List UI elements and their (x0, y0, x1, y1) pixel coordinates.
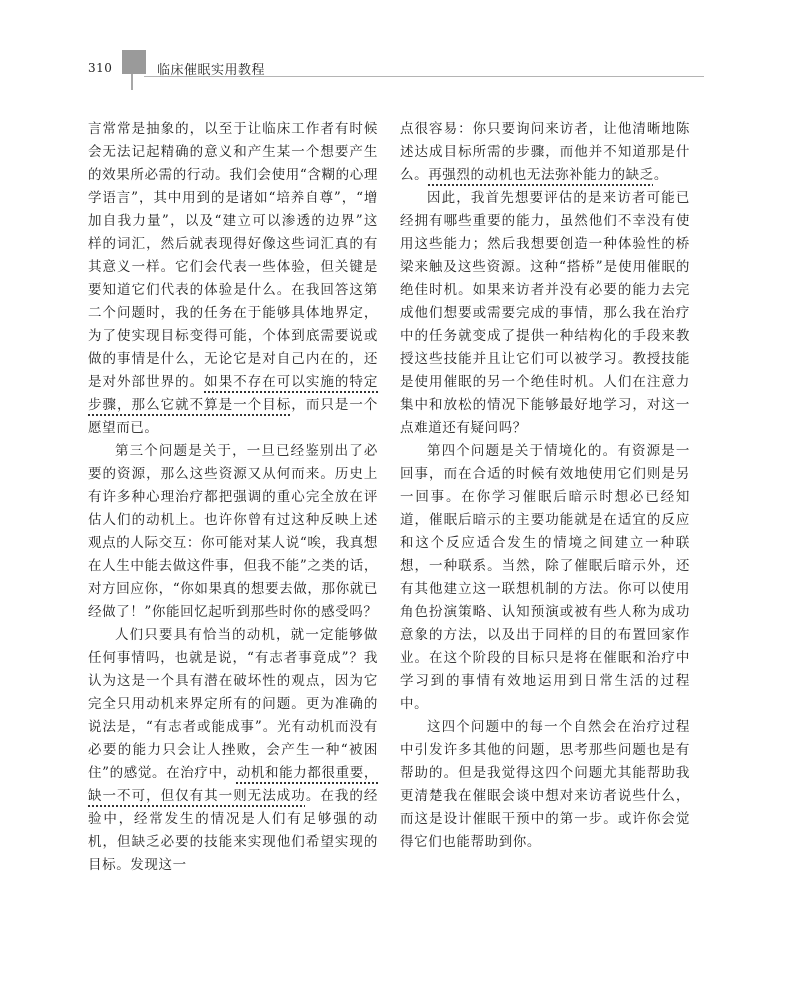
paragraph: 第三个问题是关于，一旦已经鉴别出了必要的资源，那么这些资源又从何而来。历史上有许多种心理治疗都把强调的重心完全放在评估人们的动机上。也许你曾有过这种反映上述观点的人际交互：你可能对某人说“唉，我真想在人生中能去做这件事，但我不能”之类的话，对方回应你，“你如果真的想要去做，那你就已经做了！”你能回忆起听到那些时你的感受吗？ (88, 443, 378, 620)
running-title: 临床催眠实用教程 (157, 63, 266, 78)
emphasized-text: 如果不存在可以实施的特定步骤，那么它就不算是一个目标 (88, 374, 378, 413)
emphasized-text: 动机和能力都很重要，缺一不可，但仅有其一则无法成功 (88, 765, 378, 804)
paragraph (88, 624, 378, 877)
header-decorative-square (122, 50, 146, 74)
paragraph-text: 。在我的经验中，经常发生的情况是人们有足够强的动机，但缺乏必要的技能来实现他们希望实现的目标。发现这一 (88, 788, 379, 873)
paragraph-text: 言常常是抽象的，以至于让临床工作者有时候会无法记起精确的意义和产生某一个想要产生的效果所必需的行动。我们会使用“含糊的心理学语言”，其中用到的是诸如“培养自尊”，“增加自我力量”，以及“建立可以渗透的边界”这样的词汇，然后就表现得好像这些词汇真的有其意义一样。它们会代表一些体验，但关键是要知道它们代表的体验是什么。在我回答这第二个问题时，我的任务在于能够具体地界定，为了使实现目标变得可能，个体到底需要说或做的事情是什么，无论它是对自己内在的，还是对外部世界的。 (88, 121, 378, 390)
paragraph (88, 118, 378, 440)
paragraph: 这四个问题中的每一个自然会在治疗过程中引发许多其他的问题，思考那些问题也是有帮助的。但是我觉得这四个问题尤其能帮助我更清楚我在催眠会谈中想对来访者说些什么，而这是设计催眠干预中的第一步。或许你会觉得它们也能帮助到你。 (400, 719, 690, 850)
right-text-column (400, 118, 690, 854)
left-text-column (88, 118, 378, 877)
page-header (0, 0, 790, 110)
paragraph (400, 118, 690, 187)
emphasized-text: 再强烈的动机也无法弥补能力的缺乏 (428, 167, 654, 183)
paragraph-text: ，而只是一个愿望而已。 (88, 397, 378, 436)
paragraph: 因此，我首先想要评估的是来访者可能已经拥有哪些重要的能力，虽然他们不幸没有使用这些能力；然后我想要创造一种体验性的桥梁来触及这些资源。这种“搭桥”是使用催眠的绝佳时机。如果来访者并没有必要的能力去完成他们想要或需要完成的事情，那么我在治疗中的任务就变成了提供一种结构化的手段来教授这些技能并且让它们可以被学习。教授技能是使用催眠的另一个绝佳时机。人们在注意力集中和放松的情况下能够最好地学习，对这一点难道还有疑问吗？ (400, 190, 690, 436)
page-number: 310 (88, 61, 113, 75)
paragraph: 第四个问题是关于情境化的。有资源是一回事，而在合适的时候有效地使用它们则是另一回事。在你学习催眠后暗示时想必已经知道，催眠后暗示的主要功能就是在适宜的反应和这个反应适合发生的情境之间建立一种联想，一种联系。当然，除了催眠后暗示外，还有其他建立这一联想机制的方法。你可以使用角色扮演策略、认知预演或被有些人称为成功意象的方法，以及出于同样的目的布置回家作业。在这个阶段的目标只是将在催眠和治疗中学习到的事情有效地运用到日常生活的过程中。 (400, 443, 690, 712)
paragraph-text: 。 (653, 167, 668, 183)
paragraph-text: 人们只要具有恰当的动机，就一定能够做任何事情吗，也就是说，“有志者事竟成”？我认为这是一个具有潜在破坏性的观点，因为它完全只用动机来界定所有的问题。更为准确的说法是，“有志者或能成事”。光有动机而没有必要的能力只会让人挫败，会产生一种“被困住”的感觉。在治疗中， (88, 627, 378, 781)
paragraph-text: 点很容易：你只要询问来访者，让他清晰地陈述达成目标所需的步骤，而他并不知道那是什么。 (400, 121, 690, 183)
